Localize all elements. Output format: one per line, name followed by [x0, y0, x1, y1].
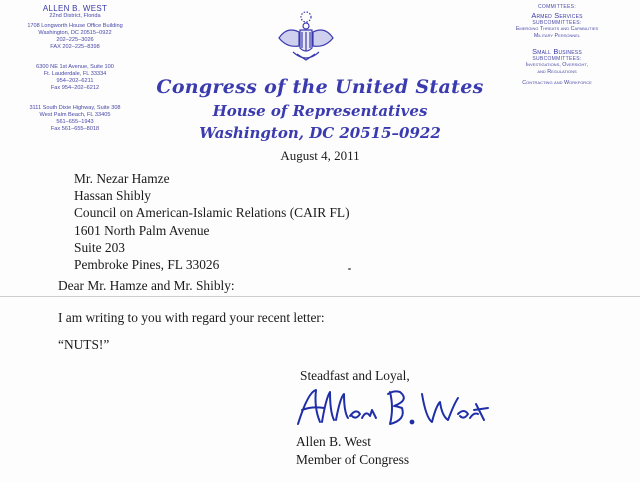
- subcommittee-item: Emerging Threats and Capabilities: [515, 26, 599, 32]
- committee-small-business: Small Business: [532, 47, 582, 56]
- signer-name: Allen B. West: [296, 434, 371, 449]
- subcommittee-item: Military Personnel: [533, 33, 581, 39]
- signer-title: Member of Congress: [296, 452, 410, 467]
- dc-office-line: FAX 202–225–8398: [50, 44, 100, 50]
- salutation: Dear Mr. Hamze and Mr. Shibly:: [58, 278, 235, 293]
- recipient-line: Pembroke Pines, FL 33026: [74, 257, 220, 273]
- dc-office-line: Washington, DC 20515–0922: [38, 30, 112, 36]
- subcommittees-label: SUBCOMMITTEES:: [532, 20, 582, 26]
- dc-office-line: 1708 Longworth House Office Building: [27, 23, 123, 29]
- committees-label: COMMITTEES:: [537, 4, 577, 10]
- dc-office-line: 202–225–3026: [56, 37, 94, 43]
- paper-speck: [348, 268, 351, 270]
- recipient-line: Council on American-Islamic Relations (CAIR FL): [74, 205, 350, 221]
- member-name-header: ALLEN B. WEST: [42, 4, 108, 13]
- district-label: 22nd District, Florida: [49, 13, 101, 19]
- quote-text: “NUTS!”: [58, 337, 110, 352]
- committee-armed-services: Armed Services: [531, 11, 583, 20]
- lauderdale-office-line: 954–202–6211: [56, 78, 94, 84]
- palm-beach-office-line: 561–655–1943: [56, 119, 94, 125]
- subcommittees-label: SUBCOMMITTEES:: [532, 56, 582, 62]
- handwritten-signature: [290, 384, 490, 434]
- office-addresses: [0, 4, 150, 133]
- fold-line: [0, 296, 640, 297]
- lauderdale-office-line: Ft. Lauderdale, FL 33334: [43, 71, 107, 77]
- closing: Steadfast and Loyal,: [300, 368, 410, 383]
- body-text: I am writing to you with regard your recent letter:: [58, 310, 325, 325]
- eagle-seal-icon: [275, 8, 337, 70]
- palm-beach-office-line: West Palm Beach, FL 33405: [39, 112, 111, 118]
- letterhead-congress: Congress of the United States: [156, 76, 484, 98]
- recipient-line: 1601 North Palm Avenue: [74, 222, 210, 238]
- palm-beach-office-line: 3111 South Dixie Highway, Suite 308: [29, 105, 121, 111]
- letter-date: August 4, 2011: [280, 148, 360, 163]
- committee-list: [482, 4, 632, 87]
- subcommittee-item: Contracting and Workforce: [522, 80, 592, 86]
- letterhead-house: House of Representatives: [212, 102, 428, 120]
- subcommittee-item: and Regulations: [537, 69, 577, 75]
- letterhead-address: Washington, DC 20515–0922: [199, 124, 441, 142]
- recipient-address: [74, 170, 350, 273]
- palm-beach-office-line: Fax 561–655–8018: [50, 126, 100, 132]
- recipient-line: Mr. Nezar Hamze: [74, 171, 170, 186]
- lauderdale-office: [0, 64, 150, 92]
- lauderdale-office-line: Fax 954–202–6212: [50, 85, 100, 91]
- recipient-line: Hassan Shibly: [74, 188, 151, 204]
- subcommittee-item: Investigations, Oversight,: [525, 62, 589, 68]
- lauderdale-office-line: 6300 NE 1st Avenue, Suite 100: [36, 64, 114, 70]
- palm-beach-office: [0, 105, 150, 133]
- dc-office: [0, 23, 150, 51]
- recipient-line: Suite 203: [74, 239, 125, 255]
